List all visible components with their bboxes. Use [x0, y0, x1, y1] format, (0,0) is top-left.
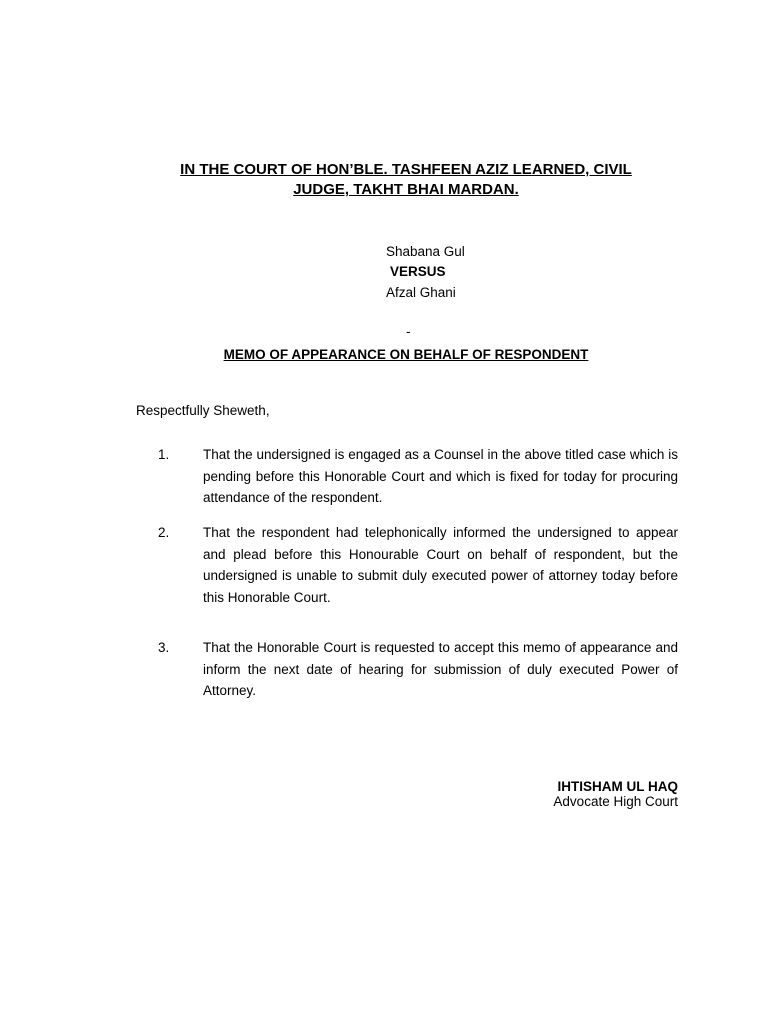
paragraph-number: 3. — [158, 640, 170, 655]
memo-title: MEMO OF APPEARANCE ON BEHALF OF RESPONDENT — [223, 347, 589, 362]
separator-dash: - — [406, 324, 411, 339]
paragraph-1 — [136, 444, 678, 509]
court-heading — [130, 160, 682, 200]
paragraph-2 — [136, 522, 678, 608]
signatory-title: Advocate High Court — [553, 794, 678, 809]
signatory-name: IHTISHAM UL HAQ — [557, 779, 678, 794]
salutation: Respectfully Sheweth, — [136, 403, 270, 418]
petitioner-name: Shabana Gul — [386, 244, 465, 259]
paragraph-text: That the respondent had telephonically informed the undersigned to appear and plead before this Honourable Court on behalf of respondent, but the undersigned is unable to submit duly executed power of attorney today before this Honorable Court. — [203, 525, 678, 605]
paragraph-text: That the undersigned is engaged as a Counsel in the above titled case which is pending before this Honorable Court and which is fixed for today for procuring attendance of the respondent. — [203, 447, 678, 505]
paragraph-3 — [136, 637, 678, 702]
paragraph-number: 1. — [158, 447, 170, 462]
versus-label: VERSUS — [390, 264, 446, 279]
court-heading-line-2: JUDGE, TAKHT BHAI MARDAN. — [293, 181, 519, 198]
paragraph-number: 2. — [158, 525, 170, 540]
paragraph-text: That the Honorable Court is requested to accept this memo of appearance and inform the next date of hearing for submission of duly executed Power of Attorney. — [203, 640, 678, 698]
respondent-name: Afzal Ghani — [386, 285, 456, 300]
court-heading-line-1: IN THE COURT OF HON’BLE. TASHFEEN AZIZ LEARNED, CIVIL — [180, 161, 632, 178]
